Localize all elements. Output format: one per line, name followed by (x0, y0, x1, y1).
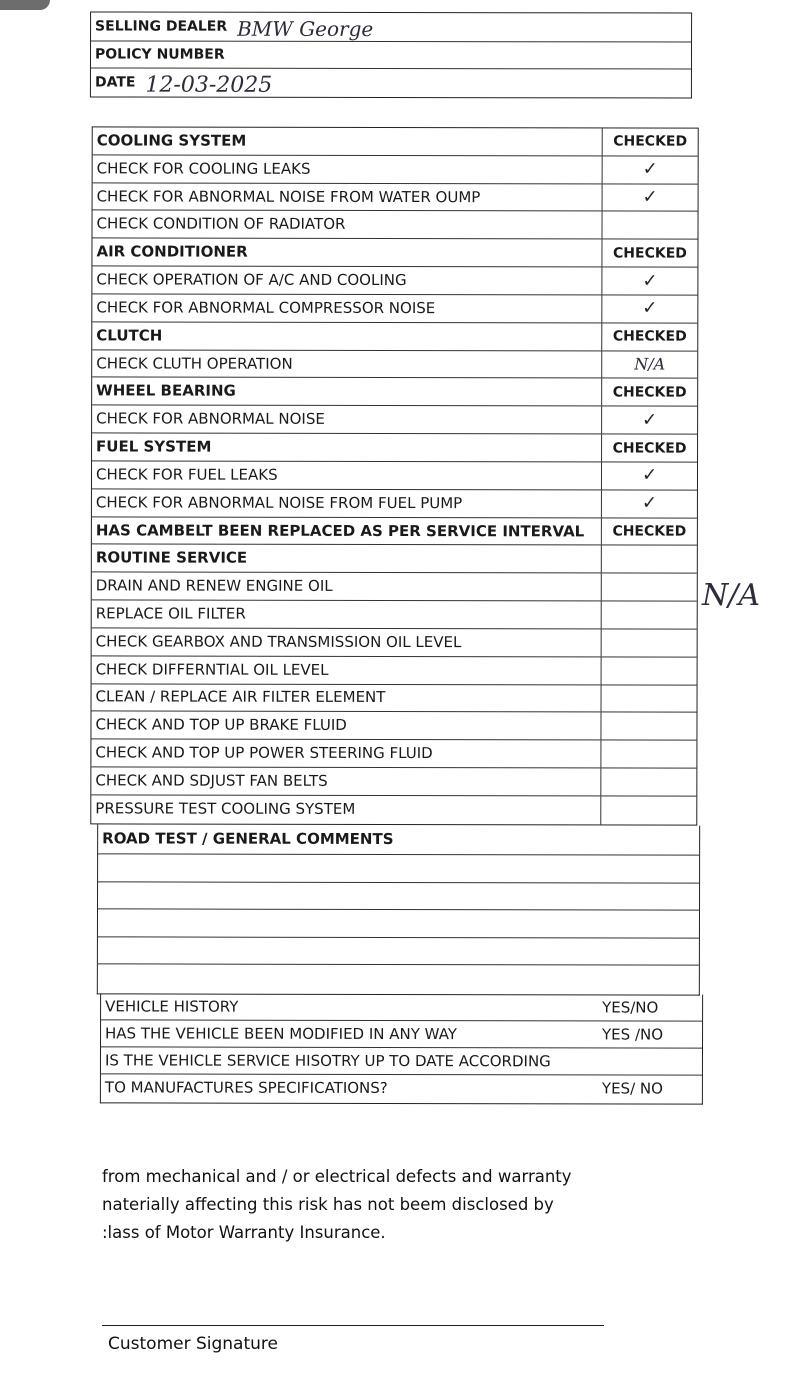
checklist-row (92, 350, 697, 379)
yes-no-answer[interactable]: YES/NO (602, 997, 659, 1017)
checklist-item-label: CHECK GEARBOX AND TRANSMISSION OIL LEVEL (95, 632, 462, 651)
checklist-section-label: WHEEL BEARING (96, 381, 236, 401)
vehicle-history-table (100, 993, 703, 1104)
selling-dealer-label: SELLING DEALER (95, 18, 228, 35)
checklist-item-label: CHECK AND TOP UP BRAKE FLUID (95, 715, 347, 735)
checkbox-cell[interactable] (600, 768, 696, 795)
checkbox-cell[interactable] (600, 796, 696, 824)
checklist-item-label: REPLACE OIL FILTER (95, 604, 246, 623)
checklist-item-label: CHECK DIFFERNTIAL OIL LEVEL (95, 660, 329, 679)
checklist-section-label: AIR CONDITIONER (96, 242, 248, 261)
checklist-row (92, 294, 697, 323)
comment-line[interactable] (98, 937, 699, 966)
selling-dealer-row (91, 12, 691, 42)
checklist-item-label: PRESSURE TEST COOLING SYSTEM (95, 799, 356, 819)
history-question: TO MANUFACTURES SPECIFICATIONS? (104, 1078, 388, 1097)
yes-no-answer[interactable]: YES /NO (602, 1024, 664, 1044)
checkbox-cell[interactable] (601, 212, 697, 239)
checklist-item-label: CHECK FOR ABNORMAL COMPRESSOR NOISE (96, 298, 436, 317)
checkbox-cell[interactable] (600, 741, 696, 768)
checklist-row (92, 406, 697, 435)
checklist-row (92, 267, 697, 296)
check-mark-icon[interactable]: ✓ (602, 184, 698, 211)
check-mark-icon[interactable]: ✓ (601, 407, 697, 434)
checkbox-cell[interactable] (601, 546, 697, 573)
checked-column-header: CHECKED (601, 518, 697, 545)
checklist-row (91, 767, 696, 796)
comment-line[interactable] (98, 882, 699, 911)
check-mark-icon[interactable]: ✓ (601, 268, 697, 295)
checklist-section-label: FUEL SYSTEM (96, 437, 212, 456)
checklist-item-label: CHECK CONDITION OF RADIATOR (96, 214, 346, 234)
history-row (101, 1047, 702, 1075)
road-test-comments-table (97, 824, 700, 995)
date-value[interactable]: 12-03-2025 (145, 72, 273, 98)
history-row (101, 1074, 702, 1102)
checklist-row (92, 600, 697, 629)
history-question: HAS THE VEHICLE BEEN MODIFIED IN ANY WAY (105, 1023, 457, 1043)
checklist-row (93, 127, 698, 156)
declaration-line-3: :lass of Motor Warranty Insurance. (102, 1223, 386, 1242)
comment-line[interactable] (98, 965, 699, 994)
checklist-row (92, 573, 697, 602)
selling-dealer-value[interactable]: BMW George (237, 16, 374, 41)
checklist-section-label: ROUTINE SERVICE (95, 548, 248, 568)
checklist-row (92, 211, 697, 240)
page-corner-shadow (0, 0, 50, 10)
declaration-line-2: naterially affecting this risk has not beem disclosed by (102, 1195, 554, 1214)
checklist-item-label: CHECK OPERATION OF A/C AND COOLING (96, 270, 407, 290)
checklist-row (92, 461, 697, 490)
checklist-row (92, 489, 697, 518)
checked-column-header: CHECKED (601, 379, 697, 406)
inspection-checklist-table (90, 126, 698, 825)
declaration-text (102, 1163, 572, 1247)
checklist-row (92, 517, 697, 546)
checklist-row (92, 239, 697, 268)
check-mark-icon[interactable]: ✓ (601, 490, 697, 517)
checked-column-header: CHECKED (601, 323, 697, 350)
dealer-info-table (90, 11, 692, 98)
checklist-row (92, 656, 697, 685)
check-mark-icon[interactable]: ✓ (601, 295, 697, 322)
checked-column-header: CHECKED (601, 240, 697, 267)
checklist-row (93, 155, 698, 184)
checklist-item-label: CHECK FOR COOLING LEAKS (96, 159, 311, 178)
signature-line[interactable] (102, 1325, 604, 1326)
checkbox-cell[interactable] (601, 574, 697, 601)
checkbox-cell[interactable] (600, 713, 696, 740)
policy-number-label: POLICY NUMBER (94, 46, 225, 63)
history-row (101, 993, 702, 1021)
checklist-item-label: CHECK FOR FUEL LEAKS (95, 465, 278, 484)
checklist-row (93, 183, 698, 212)
checklist-item-label: DRAIN AND RENEW ENGINE OIL (95, 576, 333, 596)
history-question: VEHICLE HISTORY (105, 996, 239, 1016)
checked-column-header: CHECKED (602, 128, 698, 155)
comment-line[interactable] (98, 910, 699, 939)
signature-label: Customer Signature (108, 1334, 278, 1354)
checklist-item-label: CHECK CLUTH OPERATION (96, 353, 293, 373)
check-mark-icon[interactable]: ✓ (601, 462, 697, 489)
checklist-item-label: CHECK FOR ABNORMAL NOISE FROM WATER OUMP (96, 186, 481, 206)
checklist-item-label: CHECK AND TOP UP POWER STEERING FLUID (95, 743, 433, 763)
checklist-row (91, 712, 696, 741)
date-label: DATE (94, 74, 136, 91)
checklist-row (92, 684, 697, 713)
declaration-line-1: from mechanical and / or electrical defects and warranty (102, 1167, 572, 1186)
checkbox-cell[interactable] (601, 685, 697, 712)
checklist-item-label: CLEAN / REPLACE AIR FILTER ELEMENT (95, 687, 386, 707)
yes-no-answer[interactable]: YES/ NO (601, 1079, 663, 1098)
checkbox-cell[interactable] (601, 629, 697, 656)
checklist-item-label: CHECK FOR ABNORMAL NOISE FROM FUEL PUMP (95, 493, 463, 512)
history-row (101, 1020, 702, 1048)
checklist-row (92, 628, 697, 657)
checklist-row (92, 545, 697, 574)
handwritten-status[interactable]: N/A (601, 351, 697, 378)
comment-line[interactable] (98, 854, 699, 883)
checklist-row (91, 795, 696, 824)
checklist-row (91, 740, 696, 769)
routine-service-na-note: N/A (702, 578, 761, 613)
checklist-item-label: CHECK AND SDJUST FAN BELTS (95, 771, 328, 790)
checklist-row (92, 322, 697, 351)
checklist-section-label: HAS CAMBELT BEEN REPLACED AS PER SERVICE INTERVAL (95, 520, 585, 540)
checkbox-cell[interactable] (601, 602, 697, 629)
history-question: IS THE VEHICLE SERVICE HISOTRY UP TO DATE ACCORDING (104, 1050, 551, 1070)
date-row (91, 68, 691, 97)
checked-column-header: CHECKED (601, 435, 697, 462)
checklist-section-label: COOLING SYSTEM (96, 131, 247, 150)
comments-header-row (98, 824, 699, 855)
checklist-item-label: CHECK FOR ABNORMAL NOISE (96, 409, 325, 429)
checklist-row (92, 433, 697, 462)
checkbox-cell[interactable] (601, 657, 697, 684)
checklist-section-label: CLUTCH (96, 326, 163, 345)
comments-label: ROAD TEST / GENERAL COMMENTS (102, 829, 394, 848)
checklist-row (92, 378, 697, 407)
policy-number-row (91, 41, 691, 69)
check-mark-icon[interactable]: ✓ (602, 156, 698, 183)
